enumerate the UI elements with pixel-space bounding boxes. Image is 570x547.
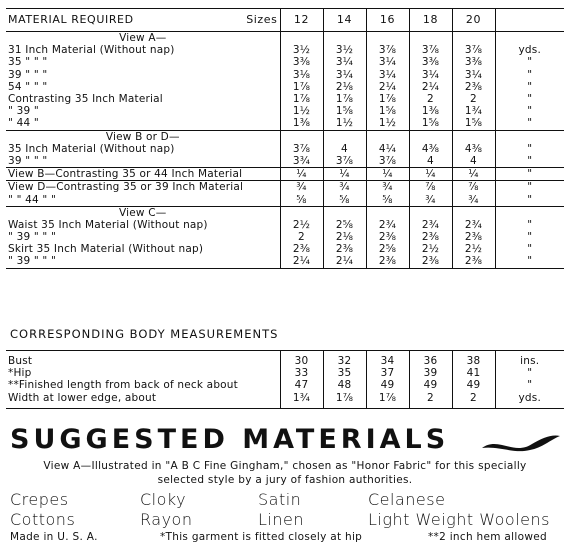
measurement-value: 49 (409, 379, 452, 391)
measurement-value: 49 (366, 379, 409, 391)
row-label: View D—Contrasting 35 or 39 Inch Material (6, 181, 280, 194)
unit-cell: " (495, 181, 564, 194)
yardage-value: 2½ (280, 219, 323, 231)
table-row (6, 155, 564, 168)
blank-cell (452, 130, 495, 143)
unit-cell: ins. (495, 351, 564, 368)
suggested-materials-title: SUGGESTED MATERIALS (10, 424, 450, 455)
yardage-value: 2⅜ (452, 81, 495, 93)
yardage-value: 4¼ (366, 143, 409, 155)
measurement-value: 36 (409, 351, 452, 368)
table-title (6, 9, 280, 32)
yardage-value: 2 (409, 93, 452, 105)
measurement-value: 30 (280, 351, 323, 368)
yardage-value: ⅝ (366, 193, 409, 206)
size-header: 16 (366, 9, 409, 32)
yardage-value: ⅞ (409, 181, 452, 194)
yardage-value: 4 (409, 155, 452, 168)
blank-cell (409, 32, 452, 45)
yardage-value: ¼ (280, 168, 323, 181)
yardage-value: 1⅝ (409, 117, 452, 130)
blank-cell (323, 206, 366, 219)
table-row (6, 56, 564, 68)
yardage-value: ¾ (323, 181, 366, 194)
row-label: Skirt 35 Inch Material (Without nap) (8, 243, 204, 256)
blank-cell (452, 206, 495, 219)
blank-cell (280, 206, 323, 219)
yardage-value: 3¼ (409, 69, 452, 81)
yardage-value: 3¼ (452, 69, 495, 81)
yardage-value: 1⅞ (280, 81, 323, 93)
yardage-value: 1½ (280, 105, 323, 117)
table-row (6, 219, 564, 231)
yardage-value: 2⅜ (323, 243, 366, 255)
yardage-value: 3⅞ (366, 155, 409, 168)
yardage-value: 3½ (280, 44, 323, 56)
table-row (6, 143, 564, 155)
blank-cell (280, 130, 323, 143)
measurement-row (6, 379, 564, 391)
blank-cell (409, 206, 452, 219)
body-measurements-table (6, 350, 564, 409)
size-header: 12 (280, 9, 323, 32)
measurement-value: 48 (323, 379, 366, 391)
row-label: " 39 " " " (6, 255, 280, 268)
section-heading: View C— (6, 206, 280, 219)
yardage-value: 1½ (323, 117, 366, 130)
row-label: " " 44 " " (8, 193, 57, 206)
unit-cell: " (495, 143, 564, 155)
row-label: 54 " " " (8, 80, 48, 93)
yardage-value: ¾ (366, 181, 409, 194)
row-label: 35 Inch Material (Without nap) (8, 142, 175, 155)
view-a-note: View A—Illustrated in "A B C Fine Gingham," chosen as "Honor Fabric" for this specially (43, 460, 527, 472)
yardage-value: 3⅞ (323, 155, 366, 168)
fabric-linen: Linen (258, 510, 304, 529)
swash-flourish-icon (480, 430, 562, 456)
yardage-value: 1⅝ (366, 105, 409, 117)
yardage-value: 4⅜ (452, 143, 495, 155)
size-header: 20 (452, 9, 495, 32)
jury-note: selected style by a jury of fashion authorities. (157, 474, 413, 486)
yardage-value: 2⅜ (366, 255, 409, 268)
section-heading: View A— (6, 32, 280, 45)
yardage-value: 1⅜ (280, 117, 323, 130)
measurement-value: 34 (366, 351, 409, 368)
unit-header (495, 9, 564, 32)
yardage-value: 2⅜ (452, 255, 495, 268)
yardage-value: 2⅜ (409, 255, 452, 268)
yardage-value: 3⅞ (452, 44, 495, 56)
measurement-value: 38 (452, 351, 495, 368)
yardage-value: 2⅛ (323, 231, 366, 243)
yardage-value: 2⅜ (452, 231, 495, 243)
yardage-value: ¼ (366, 168, 409, 181)
yardage-value: 4 (452, 155, 495, 168)
body-measurements-title: CORRESPONDING BODY MEASUREMENTS (10, 327, 279, 341)
row-label: 35 " " " (8, 56, 48, 69)
section-heading: View B or D— (6, 130, 280, 143)
yardage-value: 3⅞ (280, 143, 323, 155)
measurement-value: 1¾ (280, 392, 323, 409)
blank-cell (495, 32, 564, 45)
measurement-value: 47 (280, 379, 323, 391)
measurement-label: Bust (6, 351, 280, 368)
row-label: 39 " " " (8, 154, 48, 167)
measurement-label: Width at lower edge, about (6, 392, 280, 409)
unit-cell: " (495, 219, 564, 231)
yardage-value: 3⅞ (366, 44, 409, 56)
unit-cell: " (495, 93, 564, 105)
section-heading-row (6, 206, 564, 219)
yardage-value: 1⅞ (366, 93, 409, 105)
section-heading-row (6, 130, 564, 143)
unit-cell: " (495, 379, 564, 391)
table-row (6, 231, 564, 243)
yardage-value: 3⅜ (409, 56, 452, 68)
table-row (6, 243, 564, 255)
yardage-value: 3½ (323, 44, 366, 56)
yardage-value: ⅝ (323, 193, 366, 206)
yardage-value: ⅞ (452, 181, 495, 194)
blank-cell (495, 130, 564, 143)
made-in-label: Made in U. S. A. (10, 531, 98, 543)
blank-cell (280, 32, 323, 45)
size-header: 14 (323, 9, 366, 32)
yardage-value: 1¾ (452, 105, 495, 117)
table-row (6, 81, 564, 93)
fabric-cottons: Cottons (10, 510, 76, 529)
yardage-value: 4⅜ (409, 143, 452, 155)
blank-cell (366, 206, 409, 219)
fabric-celanese: Celanese (368, 490, 446, 509)
table-row (6, 44, 564, 56)
yardage-value: 2¼ (280, 255, 323, 268)
yardage-value: 1⅝ (323, 105, 366, 117)
measurement-value: 2 (409, 392, 452, 409)
fabric-crepes: Crepes (10, 490, 69, 509)
section-heading-row (6, 32, 564, 45)
yardage-value: 2 (452, 93, 495, 105)
row-label: 39 " " " (8, 68, 48, 81)
unit-cell: " (495, 168, 564, 181)
unit-cell: " (495, 69, 564, 81)
measurement-value: 37 (366, 367, 409, 379)
yardage-value: 1⅞ (323, 93, 366, 105)
fabric-light-weight-woolens: Light Weight Woolens (368, 510, 550, 529)
hem-footnote: **2 inch hem allowed (428, 531, 547, 543)
measurement-row (6, 392, 564, 409)
unit-cell: " (495, 81, 564, 93)
yardage-value: 2¾ (409, 219, 452, 231)
table-title-text: MATERIAL REQUIRED (8, 13, 134, 26)
size-header: 18 (409, 9, 452, 32)
table-row (6, 105, 564, 117)
blank-cell (323, 130, 366, 143)
yardage-value: 3¼ (366, 56, 409, 68)
measurement-value: 1⅞ (366, 392, 409, 409)
yardage-value: ¼ (452, 168, 495, 181)
material-required-table (6, 8, 564, 269)
yardage-value: 3¼ (366, 69, 409, 81)
row-label: Contrasting 35 Inch Material (8, 93, 163, 106)
yardage-value: 3¼ (323, 69, 366, 81)
blank-cell (495, 206, 564, 219)
unit-cell: " (495, 243, 564, 255)
measurement-value: 35 (323, 367, 366, 379)
yardage-value: 1½ (366, 117, 409, 130)
fabric-satin: Satin (258, 490, 302, 509)
yardage-value: 1⅝ (452, 117, 495, 130)
measurement-value: 33 (280, 367, 323, 379)
blank-cell (366, 130, 409, 143)
yardage-value: ¼ (323, 168, 366, 181)
header-row (6, 9, 564, 32)
fabric-rayon: Rayon (140, 510, 193, 529)
table-row (6, 181, 564, 194)
row-label: Waist 35 Inch Material (Without nap) (8, 218, 208, 231)
yardage-value: 2¼ (366, 81, 409, 93)
yardage-value: 2⅜ (280, 243, 323, 255)
measurement-value: 39 (409, 367, 452, 379)
yardage-value: 3⅜ (452, 56, 495, 68)
yardage-value: 3⅜ (280, 56, 323, 68)
row-label: View B—Contrasting 35 or 44 Inch Material (6, 168, 280, 181)
measurement-value: 32 (323, 351, 366, 368)
yardage-value: ¾ (452, 193, 495, 206)
measurement-value: 41 (452, 367, 495, 379)
blank-cell (366, 32, 409, 45)
yardage-value: ⅝ (280, 193, 323, 206)
unit-cell: " (495, 367, 564, 379)
yardage-value: ¼ (409, 168, 452, 181)
table-row (6, 93, 564, 105)
blank-cell (452, 32, 495, 45)
yardage-value: ¾ (409, 193, 452, 206)
unit-cell: " (495, 255, 564, 268)
yardage-value: 3¾ (280, 155, 323, 168)
yardage-value: 2⅜ (366, 231, 409, 243)
yardage-value: 2 (280, 231, 323, 243)
yardage-value: 2¾ (366, 219, 409, 231)
fabric-cloky: Cloky (140, 490, 187, 509)
unit-cell: yds. (495, 392, 564, 409)
unit-cell: " (495, 117, 564, 130)
yardage-value: 2¾ (452, 219, 495, 231)
table-row (6, 69, 564, 81)
blank-cell (409, 130, 452, 143)
unit-cell: " (495, 193, 564, 206)
row-label: " 39 " " " (8, 231, 57, 244)
row-label: 31 Inch Material (Without nap) (8, 44, 175, 57)
yardage-value: 2¼ (409, 81, 452, 93)
yardage-value: 2¼ (323, 255, 366, 268)
sizes-label: Sizes (246, 13, 278, 26)
row-label: " 44 " (8, 117, 39, 130)
measurement-row (6, 351, 564, 368)
yardage-value: 4 (323, 143, 366, 155)
measurement-label: *Hip (8, 367, 32, 380)
table-row (6, 255, 564, 268)
unit-cell: " (495, 105, 564, 117)
yardage-value: 2½ (452, 243, 495, 255)
yardage-value: 2⅝ (366, 243, 409, 255)
unit-cell: " (495, 155, 564, 168)
measurement-row (6, 367, 564, 379)
yardage-value: 3⅞ (409, 44, 452, 56)
yardage-value: ¾ (280, 181, 323, 194)
yardage-value: 3⅛ (280, 69, 323, 81)
yardage-value: 3¼ (323, 56, 366, 68)
hip-footnote: *This garment is fitted closely at hip (160, 531, 363, 543)
row-label: " 39 " (8, 105, 39, 118)
blank-cell (323, 32, 366, 45)
measurement-label: **Finished length from back of neck about (8, 379, 238, 392)
yardage-value: 1⅞ (280, 93, 323, 105)
measurement-value: 2 (452, 392, 495, 409)
yardage-value: 1⅜ (409, 105, 452, 117)
measurement-value: 1⅞ (323, 392, 366, 409)
measurement-value: 49 (452, 379, 495, 391)
yardage-value: 2⅜ (409, 231, 452, 243)
unit-cell: yds. (495, 44, 564, 56)
unit-cell: " (495, 231, 564, 243)
yardage-value: 2⅝ (323, 219, 366, 231)
table-row (6, 193, 564, 206)
table-row (6, 168, 564, 181)
yardage-value: 2½ (409, 243, 452, 255)
yardage-value: 2⅛ (323, 81, 366, 93)
table-row (6, 117, 564, 130)
unit-cell: " (495, 56, 564, 68)
